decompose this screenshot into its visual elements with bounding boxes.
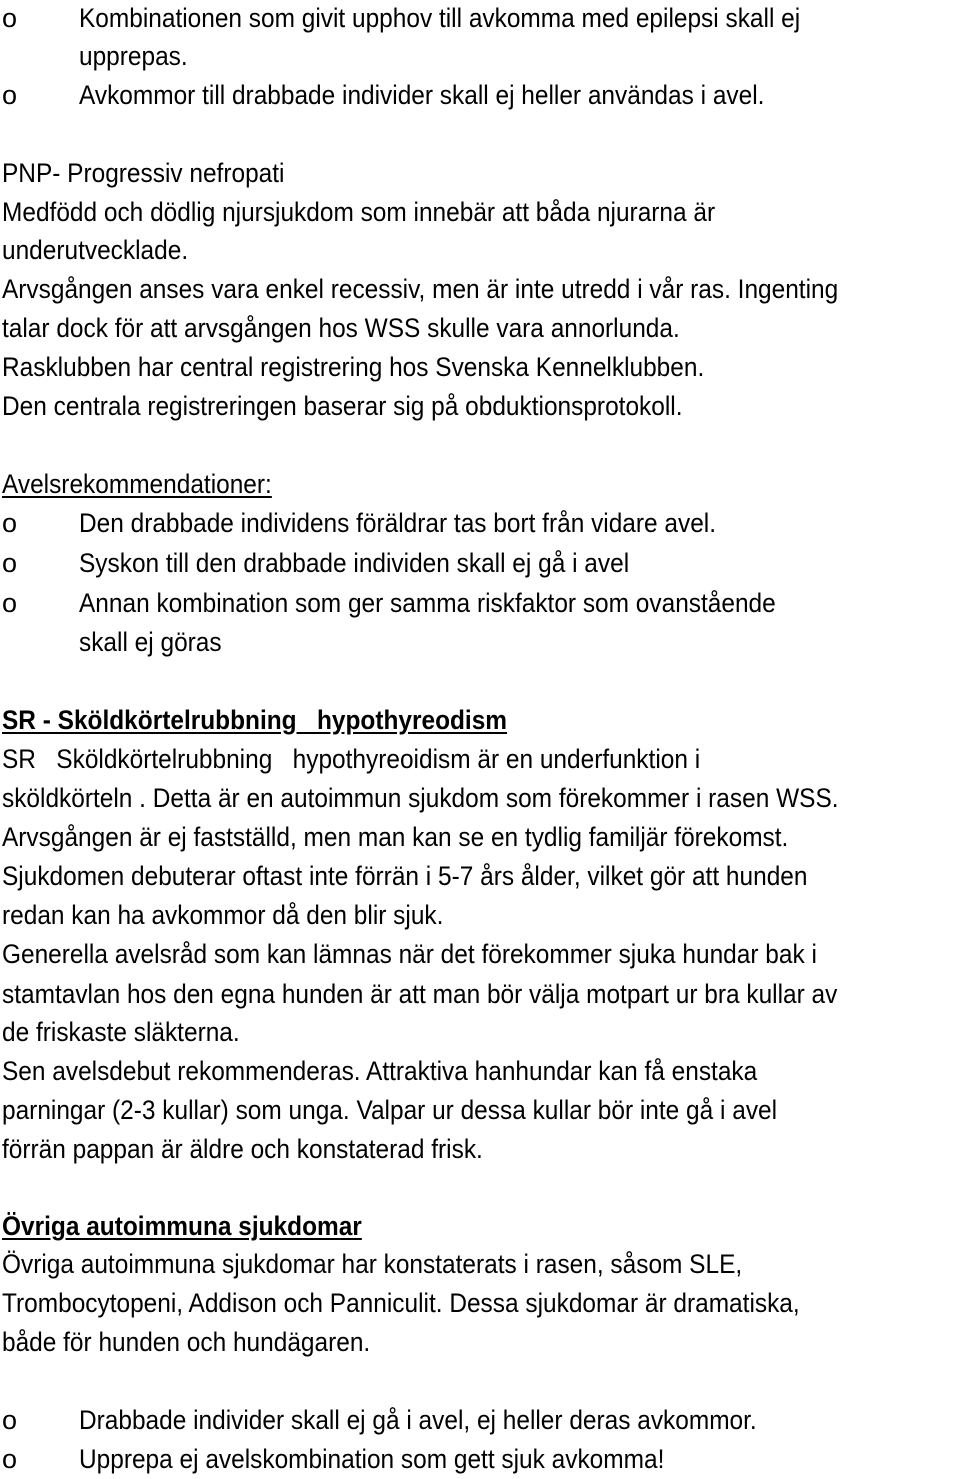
bullet-text: Upprepa ej avelskombination som gett sjuk avkomma! [79,1444,665,1474]
bullet-text: Den drabbade individens föräldrar tas bort från vidare avel. [79,508,717,538]
bullet-text: Avkommor till drabbade individer skall ej heller användas i avel. [79,80,765,110]
bullet-text-continuation: skall ej göras [79,627,222,657]
paragraph-line: de friskaste släkterna. [2,1017,240,1047]
bullet-text-continuation: upprepas. [79,41,188,71]
paragraph-line: både för hunden och hundägaren. [2,1327,371,1357]
paragraph-line: Trombocytopeni, Addison och Panniculit. Dessa sjukdomar är dramatiska, [2,1288,800,1318]
section-heading-sr: SR - Sköldkörtelrubbning hypothyreodism [2,705,508,735]
section-heading-autoimmune: Övriga autoimmuna sjukdomar [2,1211,362,1241]
section-heading-pnp: PNP- Progressiv nefropati [2,158,285,188]
recommendations-label: Avelsrekommendationer: [2,469,272,499]
bullet-marker: o [2,80,18,110]
paragraph-line: Sen avelsdebut rekommenderas. Attraktiva hanhundar kan få enstaka [2,1056,758,1086]
paragraph-line: Arvsgången anses vara enkel recessiv, men är inte utredd i vår ras. Ingenting [2,274,839,304]
paragraph-line: redan kan ha avkommor då den blir sjuk. [2,900,444,930]
paragraph-line: Den centrala registreringen baserar sig på obduktionsprotokoll. [2,391,683,421]
bullet-marker: o [2,3,18,33]
bullet-marker: o [2,588,18,618]
paragraph-line: SR Sköldkörtelrubbning hypothyreoidism är en underfunktion i [2,744,701,774]
paragraph-line: parningar (2-3 kullar) som unga. Valpar ur dessa kullar bör inte gå i avel [2,1095,778,1125]
bullet-text: Drabbade individer skall ej gå i avel, ej heller deras avkommor. [79,1405,757,1435]
bullet-text: Annan kombination som ger samma riskfaktor som ovanstående [79,588,776,618]
paragraph-line: Generella avelsråd som kan lämnas när det förekommer sjuka hundar bak i [2,939,817,969]
bullet-marker: o [2,548,18,578]
paragraph-line: underutvecklade. [2,235,189,265]
paragraph-line: Arvsgången är ej fastställd, men man kan se en tydlig familjär förekomst. [2,822,789,852]
paragraph-line: talar dock för att arvsgången hos WSS skulle vara annorlunda. [2,313,680,343]
bullet-text: Syskon till den drabbade individen skall ej gå i avel [79,548,630,578]
bullet-marker: o [2,508,18,538]
bullet-marker: o [2,1444,18,1474]
paragraph-line: sköldkörteln . Detta är en autoimmun sjukdom som förekommer i rasen WSS. [2,783,839,813]
paragraph-line: stamtavlan hos den egna hunden är att man bör välja motpart ur bra kullar av [2,979,838,1009]
paragraph-line: förrän pappan är äldre och konstaterad frisk. [2,1134,483,1164]
paragraph-line: Sjukdomen debuterar oftast inte förrän i 5-7 års ålder, vilket gör att hunden [2,861,808,891]
paragraph-line: Övriga autoimmuna sjukdomar har konstaterats i rasen, såsom SLE, [2,1249,743,1279]
bullet-text: Kombinationen som givit upphov till avkomma med epilepsi skall ej [79,3,801,33]
paragraph-line: Rasklubben har central registrering hos Svenska Kennelklubben. [2,352,705,382]
bullet-marker: o [2,1405,18,1435]
paragraph-line: Medfödd och dödlig njursjukdom som innebär att båda njurarna är [2,197,716,227]
